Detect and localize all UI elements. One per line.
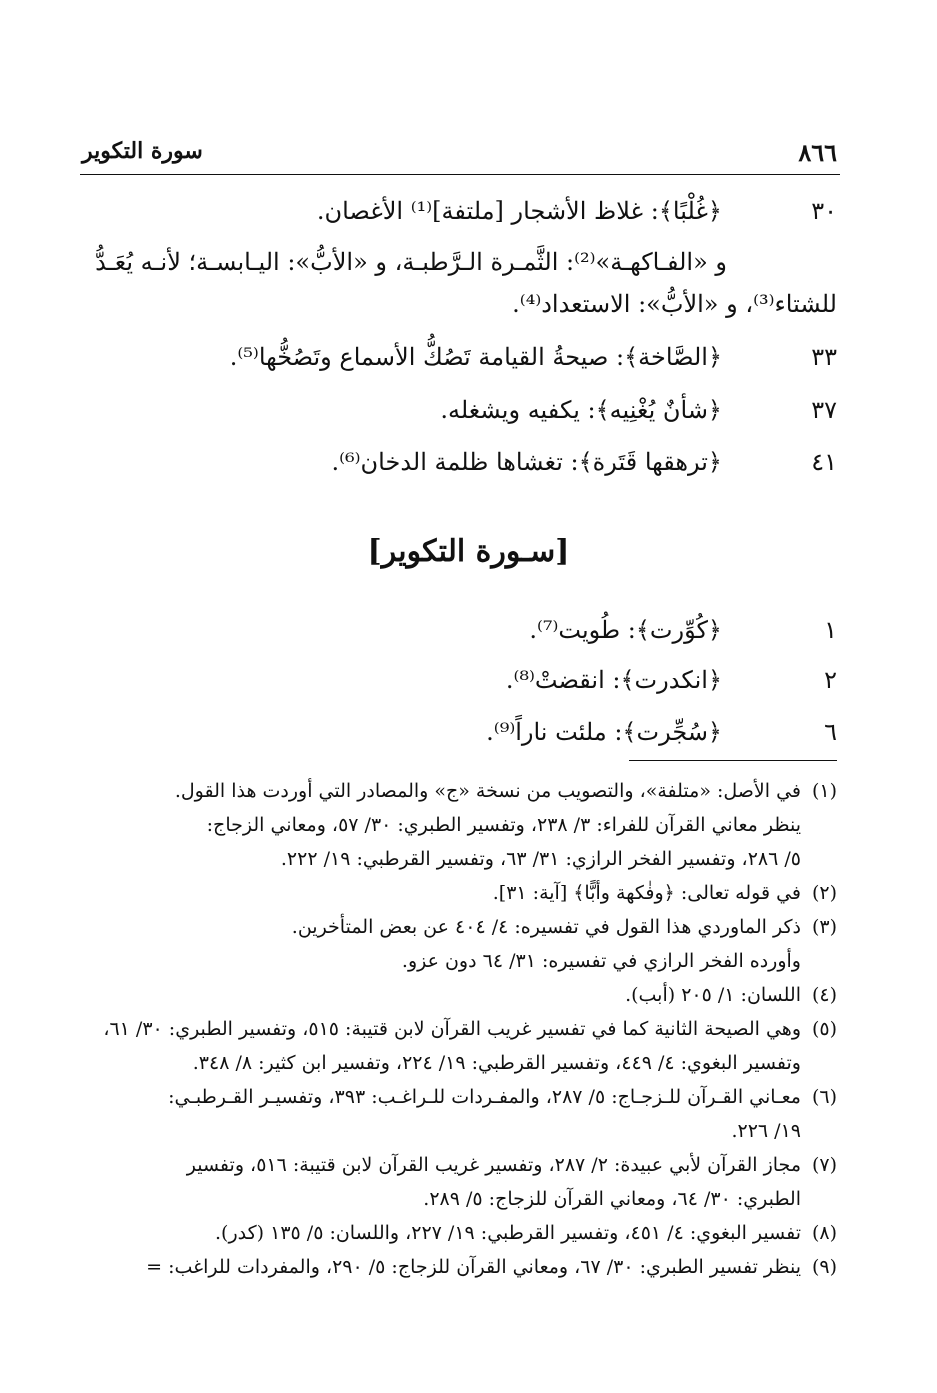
footnote-line: الطبري: ٣٠/ ٦٤، ومعاني القرآن للزجاج: ٥/ ٢٨٩. — [423, 1188, 801, 1210]
footnote — [80, 978, 837, 1012]
footnote-line: معـاني القـرآن للـزجـاج: ٥/ ٢٨٧، والمفـردات للـراغـب: ٣٩٣، وتفسيـر القـرطبـي: — [168, 1086, 801, 1108]
footnote-line: ينظر تفسير الطبري: ٣٠/ ٦٧، ومعاني القرآن للزجاج: ٥/ ٢٩٠، والمفردات للراغب: = — [146, 1256, 801, 1278]
footnote-line: ذكر الماوردي هذا القول في تفسيره: ٤/ ٤٠٤ عن بعض المتأخرين. — [291, 916, 801, 938]
footnote-number: (٦) — [811, 1086, 837, 1108]
entry-verse-33 — [97, 337, 837, 377]
verse-number: ١ — [824, 616, 837, 644]
entry-verse-6 — [97, 712, 837, 752]
entry-verse-41 — [97, 442, 837, 482]
footnote-line: في الأصل: «متلفة»، والتصويب من نسخة «ج» والمصادر التي أوردت هذا القول. — [174, 780, 801, 802]
verse-number: ٣٠ — [811, 197, 837, 225]
footnote-number: (٢) — [811, 882, 837, 904]
footnotes — [80, 774, 837, 1284]
running-title: سورة التكوير — [82, 138, 203, 164]
sura-heading: [سـورة التكوير] — [367, 534, 570, 569]
footnote-line: تفسير البغوي: ٤/ ٤٥١، وتفسير القرطبي: ١٩/ ٢٢٧، واللسان: ٥/ ١٣٥ (كدر). — [215, 1222, 801, 1244]
entry-text: ﴿شأنٌ يُغْنِيه﴾: يكفيه ويشغله. — [440, 396, 722, 424]
footnote — [80, 1080, 837, 1148]
page-number: ٨٦٦ — [798, 138, 837, 167]
entry-text: ﴿غُلْبًا﴾: غلاظ الأشجار [ملتفة]⁽¹⁾ الأغصان. — [316, 197, 722, 225]
footnote-line: ينظر معاني القرآن للفراء: ٣/ ٢٣٨، وتفسير الطبري: ٣٠/ ٥٧، ومعاني الزجاج: — [206, 814, 801, 836]
footnote-line: في قوله تعالى: ﴿وفٰكهة وأبًّا﴾ [آية: ٣١]. — [492, 882, 801, 904]
footnote — [80, 1250, 837, 1284]
entry-text: ﴿انكدرت﴾: انقضتْ⁽⁸⁾. — [505, 666, 722, 694]
entry-text: ﴿سُجِّرت﴾: ملئت ناراً⁽⁹⁾. — [486, 718, 722, 746]
verse-number: ٢ — [824, 666, 837, 694]
explanation-paragraph — [82, 240, 727, 284]
verse-number: ٦ — [824, 718, 837, 746]
footnote — [80, 876, 837, 910]
footnote-line: ٥/ ٢٨٦، وتفسير الفخر الرازي: ٣١/ ٦٣، وتفسير القرطبي: ١٩/ ٢٢٢. — [280, 848, 801, 870]
verse-number: ٣٣ — [811, 343, 837, 371]
footnote-number: (٨) — [811, 1222, 837, 1244]
entry-text: ﴿الصَّاخة﴾: صيحةُ القيامة تَصُكُّ الأسماع وتَصُخُّها⁽⁵⁾. — [229, 343, 722, 371]
footnote-number: (٧) — [811, 1154, 837, 1176]
footnote-line: وتفسير البغوي: ٤/ ٤٤٩، وتفسير القرطبي: ١٩/ ٢٢٤، وتفسير ابن كثير: ٨/ ٣٤٨. — [192, 1052, 801, 1074]
footnote-line: وهي الصيحة الثانية كما في تفسير غريب القرآن لابن قتيبة: ٥١٥، وتفسير الطبري: ٣٠/ ٦١، — [103, 1018, 801, 1040]
footnote-separator — [629, 760, 837, 761]
footnote-line: وأورده الفخر الرازي في تفسيره: ٣١/ ٦٤ دون عزو. — [401, 950, 801, 972]
footnote-number: (٩) — [811, 1256, 837, 1278]
footnote-number: (١) — [811, 780, 837, 802]
entry-verse-1 — [97, 610, 837, 650]
footnote-line: مجاز القرآن لأبي عبيدة: ٢/ ٢٨٧، وتفسير غريب القرآن لابن قتيبة: ٥١٦، وتفسير — [186, 1154, 801, 1176]
footnote — [80, 1216, 837, 1250]
footnote-number: (٣) — [811, 916, 837, 938]
footnote — [80, 1012, 837, 1080]
verse-number: ٤١ — [811, 448, 837, 476]
entry-verse-30 — [97, 191, 837, 231]
entry-text: ﴿كُوِّرت﴾: طُويت⁽⁷⁾. — [529, 616, 722, 644]
footnote — [80, 1148, 837, 1216]
header-rule — [80, 174, 840, 175]
entry-verse-37 — [97, 390, 837, 430]
entry-text: ﴿ترهقها قَتَرة﴾: تغشاها ظلمة الدخان⁽⁶⁾. — [331, 448, 722, 476]
footnote-number: (٥) — [811, 1018, 837, 1040]
verse-number: ٣٧ — [811, 396, 837, 424]
footnote-number: (٤) — [811, 984, 837, 1006]
footnote-line: ١٩/ ٢٢٦. — [731, 1120, 801, 1142]
footnote-line: اللسان: ١/ ٢٠٥ (أبب). — [625, 984, 801, 1006]
footnote — [80, 910, 837, 978]
entry-verse-2 — [97, 660, 837, 700]
footnote — [80, 774, 837, 876]
paragraph-line-1: و «الفـاكهـة»⁽²⁾: الثَّمـرة الـرَّطبـة، و «الأبُّ»: اليـابسـة؛ لأنـه يُعَـدُّ — [95, 248, 727, 276]
paragraph-line-2: للشتاء⁽³⁾، و «الأبُّ»: الاستعداد⁽⁴⁾. — [512, 290, 837, 318]
